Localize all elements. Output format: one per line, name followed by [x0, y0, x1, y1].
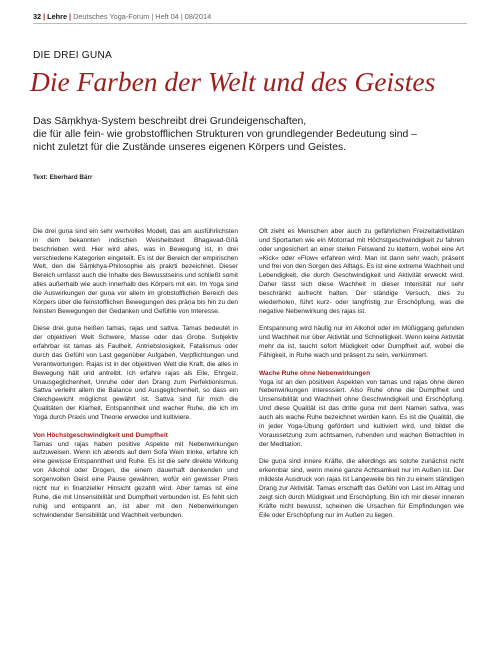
body-column-left	[33, 228, 238, 520]
article-lead	[33, 115, 473, 155]
body-column-right	[259, 228, 464, 520]
running-header	[33, 12, 211, 21]
article-kicker: DIE DREI GUṆA	[33, 50, 113, 61]
body-paragraph: Oft zieht es Menschen aber auch zu gefährlichen Freizeitaktivitäten und Sportarten wie ein Motorrad mit Höchstgeschwindigkeit zu fahren oder ungesichert an einer steilen Felswand zu klettern, wobei eine Art »Kick« oder »Flow« erfahren wird. Man ist dann sehr wach, präsent und frei von den Sorgen des Alltags. Es ist eine extreme Wachheit und Lebendigkeit, die durch Geschwindigkeit und Aktivität erweckt wird. Daher lässt sich diese Wachheit in dieser Intensität nur sehr beschränkt aufrecht halten. Der ständige Versuch, dies zu wiederholen, führt kurz- oder langfristig zur Erschöpfung, was die negative Nebenwirkung des rajas ist.	[259, 228, 464, 315]
section-name: Lehre	[47, 12, 68, 21]
author-byline: Text: Eberhard Bärr	[33, 174, 93, 181]
section-heading: Von Höchstgeschwindigkeit und Dumpfheit	[33, 431, 168, 439]
page-number: 32	[33, 12, 42, 21]
article-title: Die Farben der Welt und des Geistes	[30, 66, 436, 97]
body-paragraph: Die guṇa sind innere Kräfte, die allerdings als solche zunächst nicht erkennbar sind, wenn meine ganze Achtsamkeit nur im Außen ist. Der mildeste Ausdruck von rajas ist Langeweile bis hin zu einem ständigen Drang zur Aktivität. Tamas erschafft das Gefühl von Last im Alltag und zeigt sich durch Müdigkeit und Erschöpfung. Bin ich mir dieser inneren Kräfte nicht bewusst, scheinen die Ursachen für Empfindungen wie Eile oder Erschöpfung nur im Außen zu liegen.	[259, 458, 464, 519]
body-paragraph: Entspannung wird häufig nur im Alkohol oder im Müßiggang gefunden und Wachheit nur über Aktivität und Schnelligkeit. Wenn keine Aktivität mehr da ist, taucht sofort Müdigkeit oder Dumpfheit auf, wobei die Fähigkeit, in Ruhe wach und präsent zu sein, verkümmert.	[259, 325, 464, 360]
body-paragraph: Yoga ist an den positiven Aspekten von tamas und rajas ohne deren Nebenwirkungen interessiert. Also Ruhe ohne die Dumpfheit und Unsensibilität und Wachheit ohne Geschwindigkeit und Erschöpfung. Und diese Qualität ist das dritte guṇa mit dem Namen sattva, was auch als wache Ruhe bezeichnet werden kann. Es ist die Qualität, die in jeder Yoga-Übung gefördert und kultiviert wird, und bildet die Voraussetzung zum achtsamen, ruhenden und wachen Betrachten in der Meditation.	[259, 378, 464, 448]
header-separator: |	[69, 12, 72, 21]
lead-line: die für alle fein- wie grobstofflichen Strukturen von grundlegender Bedeutung sind –	[33, 129, 417, 141]
body-paragraph: Diese drei guṇa heißen tamas, rajas und sattva. Tamas bedeutet in der objektiven Welt Schwere, Masse oder das Grobe. Subjektiv erfahrbar ist tamas als Faulheit, Antriebslosigkeit, Fatalismus oder durch das Gefühl von Last gegenüber Aufgaben, Verpflichtungen und Verantwortungen. Rajas ist in der objektiven Welt die Kraft, die alles in Bewegung hält und antreibt. Ich erfahre rajas als Eile, Ehrgeiz, Unausgeglichenheit, Unruhe oder den Drang zum Perfektionismus. Sattva verleiht allem die Balance und Ausgeglichenheit, so dass ein Gleichgewicht möglichst gewährt ist. Sattva sind für mich die Qualitäten der Klarheit, Entspanntheit und wacher Ruhe, die ich im Yoga durch Praxis und Theorie erwecke und kultiviere.	[33, 325, 238, 422]
body-paragraph: Die drei guṇa sind ein sehr wertvolles Modell, das am ausführlichsten in dem bekannten indischen Weisheitstext Bhagavad-Gītā beschrieben wird. Hier wird alles, was in Bewegung ist, in drei verschiedene Kategorien eingeteilt. Es ist der Bereich der empirischen Welt, den die Sāṃkhya-Philosophie als prakṛti bezeichnet. Dieser Bereich umfasst auch die Inhalte des Bewusstseins und schließt somit alles außerhalb wie auch innerhalb des Körpers mit ein. Im Yoga sind die Auswirkungen der guṇa vor allem im grobstofflichen Bereich des Körpers über die feinstofflichen Bewegungen des prāṇa bis hin zu den feinsten Bewegungen der Gedanken und Gefühle von Interesse.	[33, 228, 238, 315]
header-divider	[33, 23, 467, 24]
section-heading: Wache Ruhe ohne Nebenwirkungen	[259, 369, 371, 377]
header-separator: |	[43, 12, 46, 21]
body-paragraph: Tamas und rajas haben positive Aspekte mit Nebenwirkungen aufzuweisen. Wenn ich abends auf dem Sofa Wein trinke, erfahre ich eine gewisse Entspanntheit und Ruhe. Es ist die sehr direkte Wirkung von Alkohol oder Drogen, die einem dauerhaft denkenden und sorgenvollen Geist eine Pause gewähren, wofür ein gewisser Preis nicht nur in finanzieller Hinsicht gezahlt wird. Aber tamas ist eine Ruhe, die mit Unsensibilität und Dumpfheit verbunden ist. Es fehlt sich ruhig und entspannt an, ist aber mit den Nebenwirkungen schwindender Sensibilität und Wachheit verbunden.	[33, 440, 238, 519]
publication-info: Deutsches Yoga-Forum | Heft 04 | 08/2014	[73, 12, 212, 21]
lead-line: Das Sāṃkhya-System beschreibt drei Grundeigenschaften,	[33, 116, 307, 127]
lead-line: nicht zuletzt für die Zustände unseres eigenen Körpers und Geistes.	[33, 142, 347, 154]
